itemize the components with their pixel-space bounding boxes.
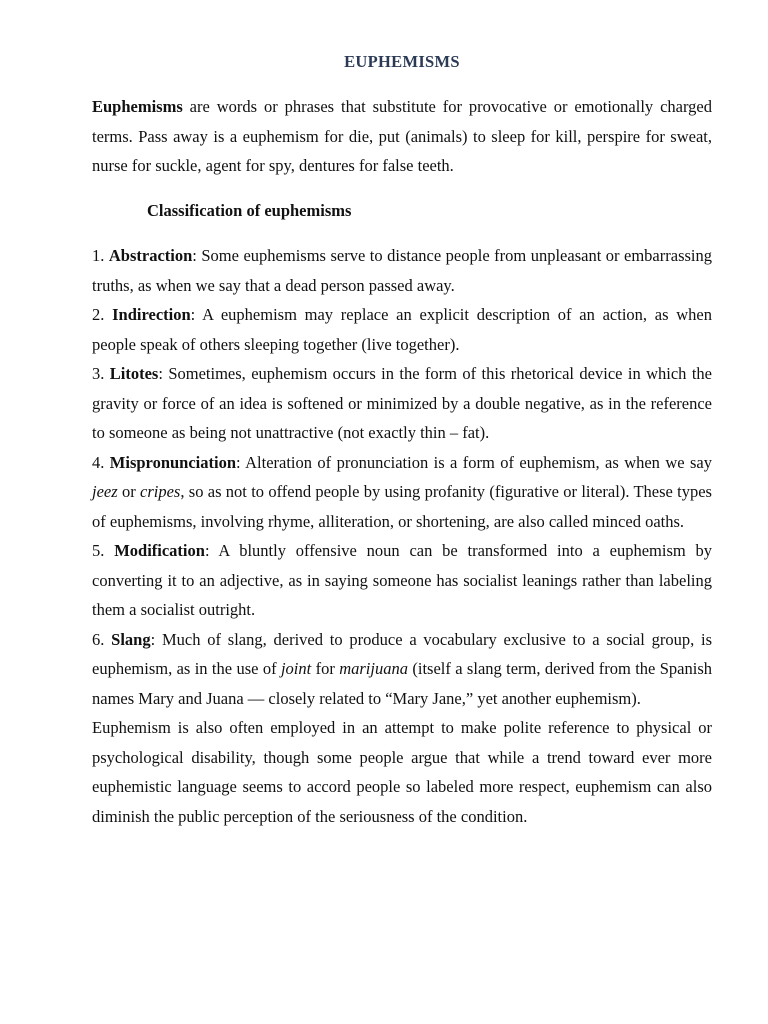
intro-paragraph [92, 92, 712, 181]
item-number: 6. [92, 629, 105, 649]
item-text: or [117, 482, 141, 501]
item-text: for [311, 659, 340, 678]
item-term: Slang [111, 629, 151, 649]
item-example: joint [280, 659, 312, 678]
item-text: : Some euphemisms serve to distance people from unpleasant or embarrassing truths, as when we say that a dead person passed away. [92, 246, 712, 295]
list-item-litotes [92, 359, 712, 448]
item-number: 4. [92, 452, 105, 472]
item-number: 2. [92, 305, 105, 324]
item-number: 5. [92, 541, 105, 560]
item-example: cripes [140, 482, 181, 501]
list-item-abstraction [92, 241, 712, 300]
intro-term: Euphemisms [92, 97, 183, 116]
item-term: Indirection [112, 305, 191, 324]
item-example: jeez [92, 482, 118, 501]
item-text: : Much of slang, derived to produce a vocabulary exclusive to a social group, is euphemism, as in the use of [92, 629, 713, 678]
item-number: 3. [92, 364, 105, 383]
document-title: EUPHEMISMS [344, 52, 460, 71]
item-text: : A euphemism may replace an explicit description of an action, as when people speak of others sleeping together (live together). [92, 305, 712, 354]
document-page [92, 50, 712, 831]
item-text: (itself a slang term, derived from the Spanish names Mary and Juana — closely related to “Mary Jane,” yet another euphemism). [92, 659, 712, 708]
section-heading: Classification of euphemisms [147, 200, 352, 220]
list-item-indirection [92, 300, 712, 359]
item-text: : A bluntly offensive noun can be transformed into a euphemism by converting it to an adjective, as in saying someone has socialist leanings rather than labeling them a socialist outright. [92, 541, 713, 619]
list-item-mispronunciation [92, 448, 712, 537]
item-text: : Alteration of pronunciation is a form of euphemism, as when we say [236, 452, 712, 472]
closing-paragraph: Euphemism is also often employed in an attempt to make polite reference to physical or psychological disability, though some people argue that while a trend toward ever more euphemistic language seems to accord people so labeled more respect, euphemism can also diminish the public perception of the seriousness of the condition. [92, 718, 712, 826]
item-number: 1. [92, 246, 105, 265]
item-term: Litotes [109, 364, 159, 383]
item-term: Mispronunciation [109, 452, 237, 472]
list-item-modification [92, 536, 712, 625]
item-term: Abstraction [108, 246, 193, 265]
item-text: : Sometimes, euphemism occurs in the form of this rhetorical device in which the gravity or force of an idea is softened or minimized by a double negative, as in the reference to someone as being not unattractive (not exactly thin – fat). [92, 364, 712, 442]
item-text: , so as not to offend people by using profanity (figurative or literal). These types of euphemisms, involving rhyme, alliteration, or shortening, are also called minced oaths. [92, 482, 712, 531]
item-example: marijuana [339, 659, 408, 678]
item-term: Modification [114, 541, 205, 560]
list-item-slang [92, 625, 712, 714]
intro-text: are words or phrases that substitute for provocative or emotionally charged terms. Pass away is a euphemism for die, put (animals) to sleep for kill, perspire for sweat, nurse for suckle, agent for spy, dentures for false teeth. [92, 97, 712, 175]
